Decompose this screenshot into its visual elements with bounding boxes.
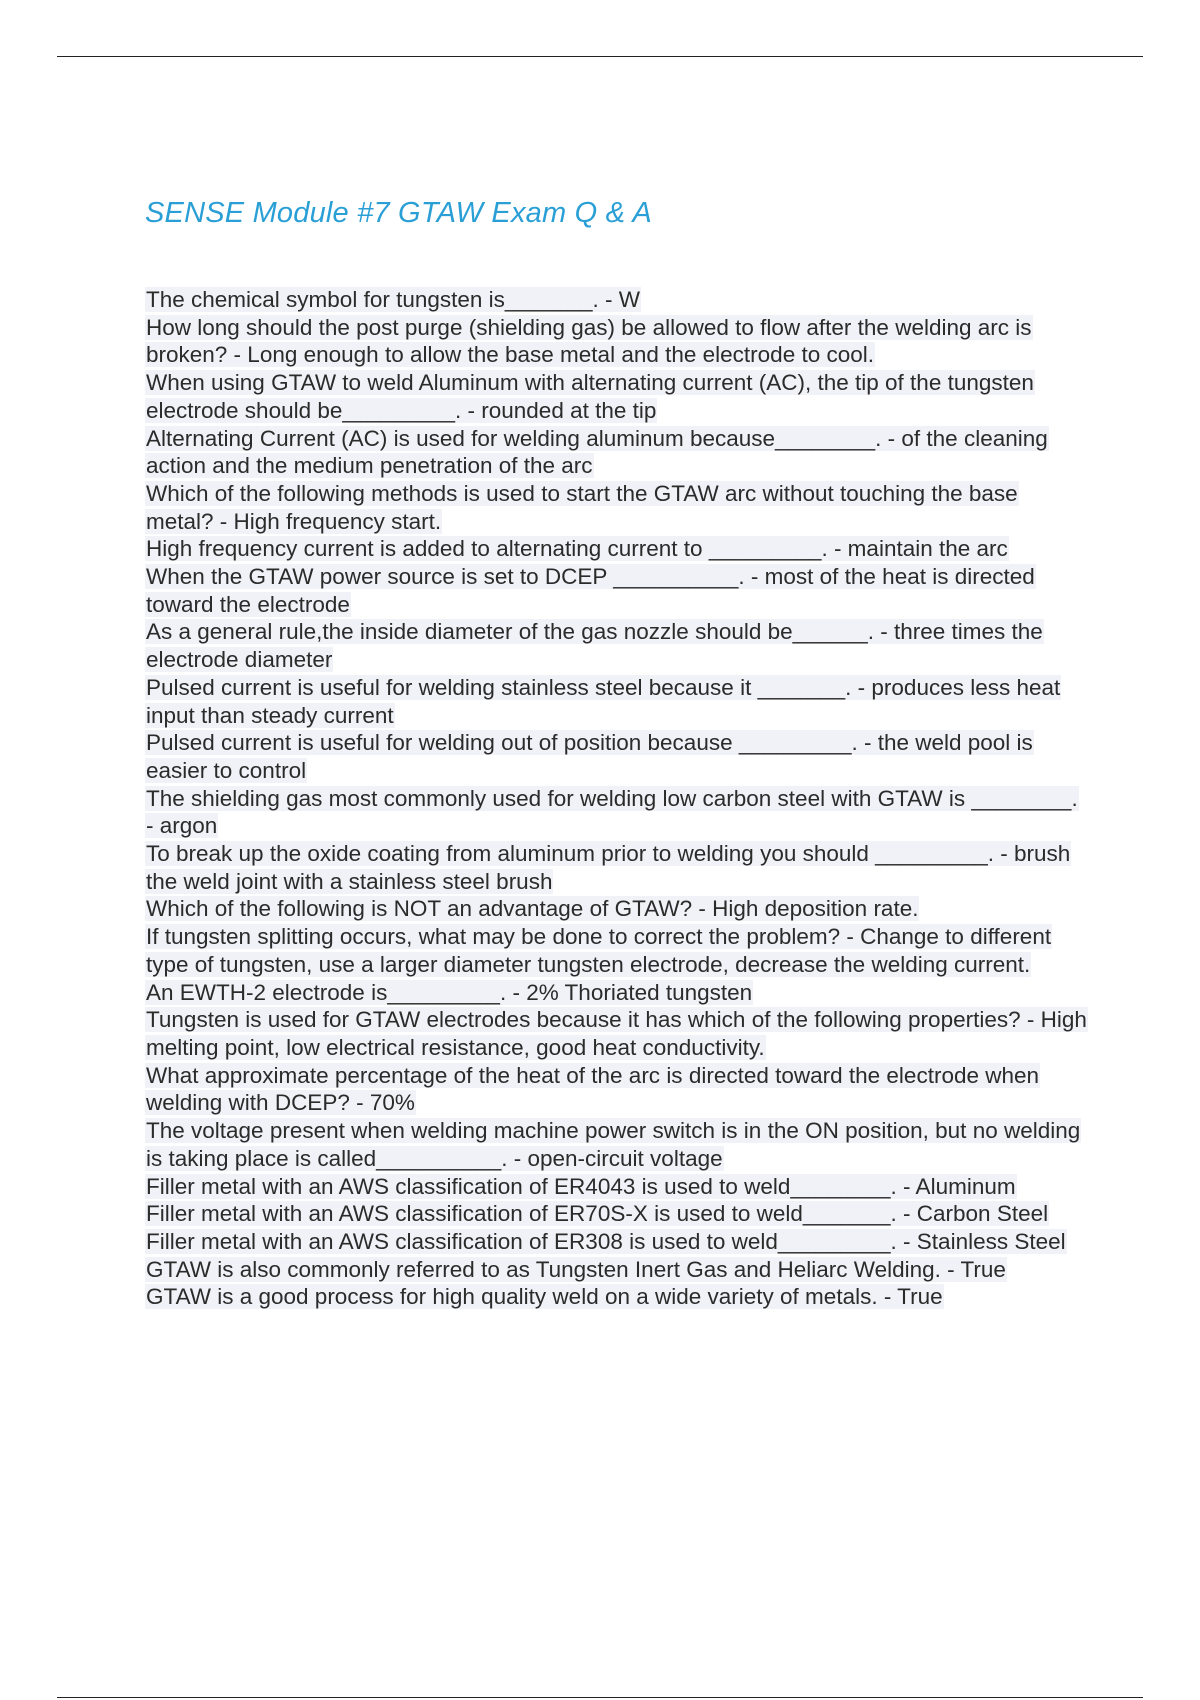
qa-list <box>145 286 1090 1311</box>
qa-text: Alternating Current (AC) is used for welding aluminum because________. - of the cleaning action and the medium penetration of the arc <box>146 425 1048 479</box>
qa-text: Tungsten is used for GTAW electrodes because it has which of the following properties? - High melting point, low electrical resistance, good heat conductivity. <box>146 1007 1087 1060</box>
page-title: SENSE Module #7 GTAW Exam Q & A <box>145 197 652 229</box>
qa-item <box>145 1117 1090 1172</box>
qa-item <box>145 674 1090 729</box>
qa-item <box>145 979 1090 1007</box>
qa-item <box>145 923 1090 978</box>
qa-text: High frequency current is added to alternating current to _________. - maintain the arc <box>146 536 1008 562</box>
qa-text: GTAW is a good process for high quality weld on a wide variety of metals. - True <box>146 1284 943 1310</box>
qa-text: The chemical symbol for tungsten is_______. - W <box>146 287 640 312</box>
qa-text: The shielding gas most commonly used for welding low carbon steel with GTAW is ________. - argon <box>146 785 1078 839</box>
qa-item <box>145 369 1090 424</box>
qa-text: How long should the post purge (shielding gas) be allowed to flow after the welding arc is broken? - Long enough to allow the base metal and the electrode to cool. <box>146 314 1032 368</box>
qa-item <box>145 840 1090 895</box>
qa-text: To break up the oxide coating from aluminum prior to welding you should _________. - brush the weld joint with a stainless steel brush <box>146 841 1071 894</box>
qa-item <box>145 1062 1090 1117</box>
qa-item <box>145 425 1090 480</box>
qa-text: As a general rule,the inside diameter of the gas nozzle should be______. - three times the electrode diameter <box>146 619 1043 673</box>
qa-item <box>145 895 1090 923</box>
qa-text: What approximate percentage of the heat of the arc is directed toward the electrode when welding with DCEP? - 70% <box>146 1062 1040 1116</box>
qa-text: The voltage present when welding machine power switch is in the ON position, but no welding is taking place is called__________. - open-circuit voltage <box>146 1118 1081 1171</box>
qa-text: Filler metal with an AWS classification of ER308 is used to weld_________. - Stainless Steel <box>146 1228 1066 1254</box>
qa-item <box>145 1200 1090 1228</box>
qa-text: An EWTH-2 electrode is_________. - 2% Thoriated tungsten <box>146 979 753 1005</box>
qa-item <box>145 1006 1090 1061</box>
qa-item <box>145 480 1090 535</box>
qa-item <box>145 618 1090 673</box>
qa-text: Which of the following methods is used to start the GTAW arc without touching the base metal? - High frequency start. <box>146 480 1018 534</box>
qa-item <box>145 286 1090 314</box>
qa-text: When using GTAW to weld Aluminum with alternating current (AC), the tip of the tungsten electrode should be_________. - rounded at the tip <box>146 370 1034 423</box>
qa-text: If tungsten splitting occurs, what may be done to correct the problem? - Change to different type of tungsten, use a larger diameter tungsten electrode, decrease the welding current. <box>146 924 1052 977</box>
qa-text: GTAW is also commonly referred to as Tungsten Inert Gas and Heliarc Welding. - True <box>146 1256 1006 1282</box>
qa-item <box>145 563 1090 618</box>
qa-text: Filler metal with an AWS classification of ER70S-X is used to weld_______. - Carbon Steel <box>146 1201 1049 1227</box>
qa-text: Pulsed current is useful for welding stainless steel because it _______. - produces less heat input than steady current <box>146 674 1061 728</box>
qa-text: Which of the following is NOT an advantage of GTAW? - High deposition rate. <box>146 896 919 922</box>
qa-text: Filler metal with an AWS classification of ER4043 is used to weld________. - Aluminum <box>146 1173 1016 1199</box>
qa-text: Pulsed current is useful for welding out of position because _________. - the weld pool is easier to control <box>146 730 1033 783</box>
qa-item <box>145 1256 1090 1284</box>
qa-item <box>145 729 1090 784</box>
qa-item <box>145 785 1090 840</box>
qa-text: When the GTAW power source is set to DCEP __________. - most of the heat is directed toward the electrode <box>146 564 1035 617</box>
qa-item <box>145 1228 1090 1256</box>
qa-item <box>145 1283 1090 1311</box>
qa-item <box>145 1173 1090 1201</box>
top-rule <box>57 56 1143 57</box>
bottom-rule <box>57 1697 1143 1698</box>
qa-item <box>145 535 1090 563</box>
qa-item <box>145 314 1090 369</box>
